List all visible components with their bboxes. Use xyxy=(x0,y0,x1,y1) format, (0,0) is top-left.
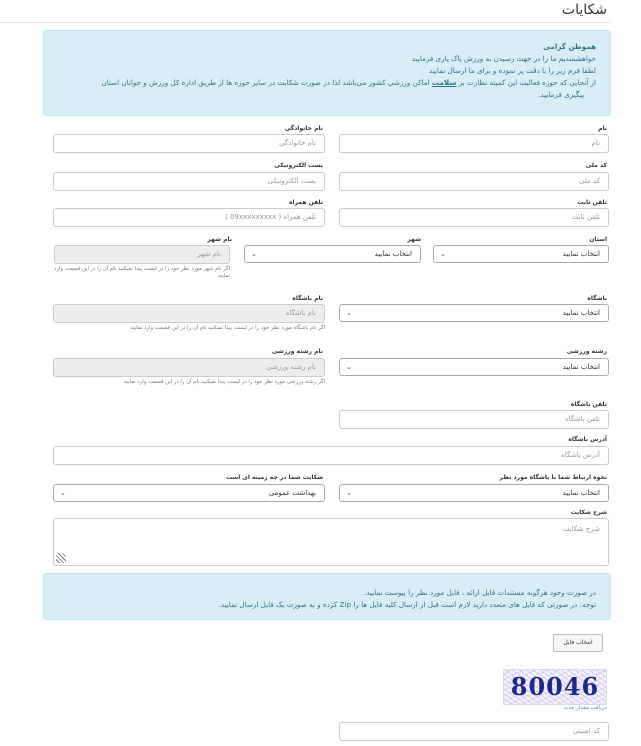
club-value: انتخاب نمایید xyxy=(562,309,600,317)
club-name-label: نام باشگاه xyxy=(292,295,323,302)
club-address-input[interactable]: آدرس باشگاه xyxy=(53,446,609,465)
province-label: استان xyxy=(589,236,607,243)
intro-line-3: از آنجایی که حوزه فعالیت این کمیته نظارت بر سلامت اماکن ورزشی کشور می‌باشد لذا در صورت شکایت در سایر حوزه ها از طریق اداره کل ورزش و جوانان استان xyxy=(101,78,596,87)
relation-select[interactable] xyxy=(339,484,609,502)
phone-input[interactable]: تلفن ثابت xyxy=(339,208,609,227)
city-select[interactable] xyxy=(244,245,421,263)
city-label: شهر xyxy=(407,236,421,243)
chevron-down-icon: ⌄ xyxy=(346,309,352,317)
intro-greeting: هموطن گرامی xyxy=(543,42,596,51)
attachment-line-1: در صورت وجود هرگونه مستندات قابل ارائه ، فایل مورد نظر را پیوست نمایید. xyxy=(363,588,596,597)
complaint-area-label: شکایت شما در چه زمینه ای است xyxy=(225,474,323,481)
first-name-label: نام xyxy=(598,125,607,132)
relation-value: انتخاب نمایید xyxy=(562,489,600,497)
choose-file-button[interactable]: انتخاب فایل xyxy=(553,634,603,652)
province-value: انتخاب نمایید xyxy=(562,250,600,258)
national-code-label: کد ملی xyxy=(585,162,607,169)
title-divider xyxy=(0,22,611,23)
club-phone-label: تلفن باشگاه xyxy=(570,401,607,408)
sport-select[interactable] xyxy=(339,358,609,376)
description-placeholder: شرح شکایت xyxy=(562,525,600,533)
mobile-input[interactable]: تلفن همراه ( 09xxxxxxxxx ) xyxy=(53,208,325,227)
club-name-hint: اگر نام باشگاه مورد نظر خود را در لیست پیدا نمیکنید نام آن را در این قسمت وارد نمایید xyxy=(130,325,325,331)
club-name-input[interactable]: نام باشگاه xyxy=(53,304,325,323)
chevron-down-icon: ⌄ xyxy=(60,489,66,497)
sport-name-hint: اگر رشته ورزشی مورد نظر خود را در لیست پیدا نمیکنید نام آن را در این قسمت وارد نمایید xyxy=(123,379,325,385)
attachment-alert xyxy=(43,573,611,620)
intro-line-1: خواهشمندیم ما را در جهت رسیدن به ورزش پاک یاری فرمایید xyxy=(411,54,596,63)
chevron-down-icon: ⌄ xyxy=(440,250,446,258)
mobile-label: تلفن همراه xyxy=(288,199,323,206)
last-name-input[interactable]: نام خانوادگی xyxy=(53,134,325,153)
first-name-input[interactable]: نام xyxy=(339,134,609,153)
email-label: پست الکترونیکی xyxy=(274,162,323,169)
club-select[interactable] xyxy=(339,304,609,322)
sport-name-input[interactable]: نام رشته ورزشی xyxy=(53,358,325,377)
phone-label: تلفن ثابت xyxy=(577,199,607,206)
captcha-refresh-link[interactable]: دریافت مقدار جدید xyxy=(563,705,607,711)
intro-line-2: لطفا فرم زیر را با دقت پر نموده و برای ما ارسال نمایید xyxy=(428,66,596,75)
email-input[interactable]: پست الکترونیکی xyxy=(53,172,325,191)
resize-handle-icon[interactable] xyxy=(56,553,66,563)
club-address-label: آدرس باشگاه xyxy=(568,436,607,443)
sport-name-label: نام رشته ورزشی xyxy=(271,348,323,355)
chevron-down-icon: ⌄ xyxy=(346,363,352,371)
attachment-line-2: توجه: در صورتی که فایل های متعدد دارید لازم است قبل از ارسال کلیه فایل ها را Zip کرده و به صورت یک فایل ارسال نمایید. xyxy=(218,600,596,609)
security-code-input[interactable]: کد امنیتی xyxy=(339,722,609,741)
city-value: انتخاب نمایید xyxy=(374,250,412,258)
city-name-input[interactable]: نام شهر xyxy=(54,245,230,264)
description-textarea[interactable] xyxy=(53,518,609,566)
chevron-down-icon: ⌄ xyxy=(346,489,352,497)
sport-label: رشته ورزشی xyxy=(566,348,607,355)
intro-alert xyxy=(43,30,611,116)
province-select[interactable] xyxy=(433,245,609,263)
relation-label: نحوه ارتباط شما با باشگاه مورد نظر xyxy=(499,474,607,481)
last-name-label: نام خانوادگی xyxy=(284,125,323,132)
club-label: باشگاه xyxy=(587,295,607,302)
page-title: شکایات xyxy=(561,2,607,18)
description-label: شرح شکایت xyxy=(570,509,607,516)
chevron-down-icon: ⌄ xyxy=(251,250,257,258)
complaint-area-value: بهداشت عمومی xyxy=(268,489,316,497)
sport-value: انتخاب نمایید xyxy=(562,363,600,371)
club-phone-input[interactable]: تلفن باشگاه xyxy=(339,410,609,429)
intro-emphasis: سلامت xyxy=(431,78,457,87)
city-name-hint: اگر نام شهر مورد نظر خود را در لیست پیدا نمیکنید نام آن را در این قسمت وارد نمایید xyxy=(54,266,230,279)
intro-line-4: پیگیری فرمایید. xyxy=(538,90,584,99)
complaint-area-select[interactable] xyxy=(53,484,325,502)
national-code-input[interactable]: کد ملی xyxy=(339,172,609,191)
city-name-label: نام شهر xyxy=(207,236,232,243)
captcha-image: 80046 xyxy=(503,669,607,705)
